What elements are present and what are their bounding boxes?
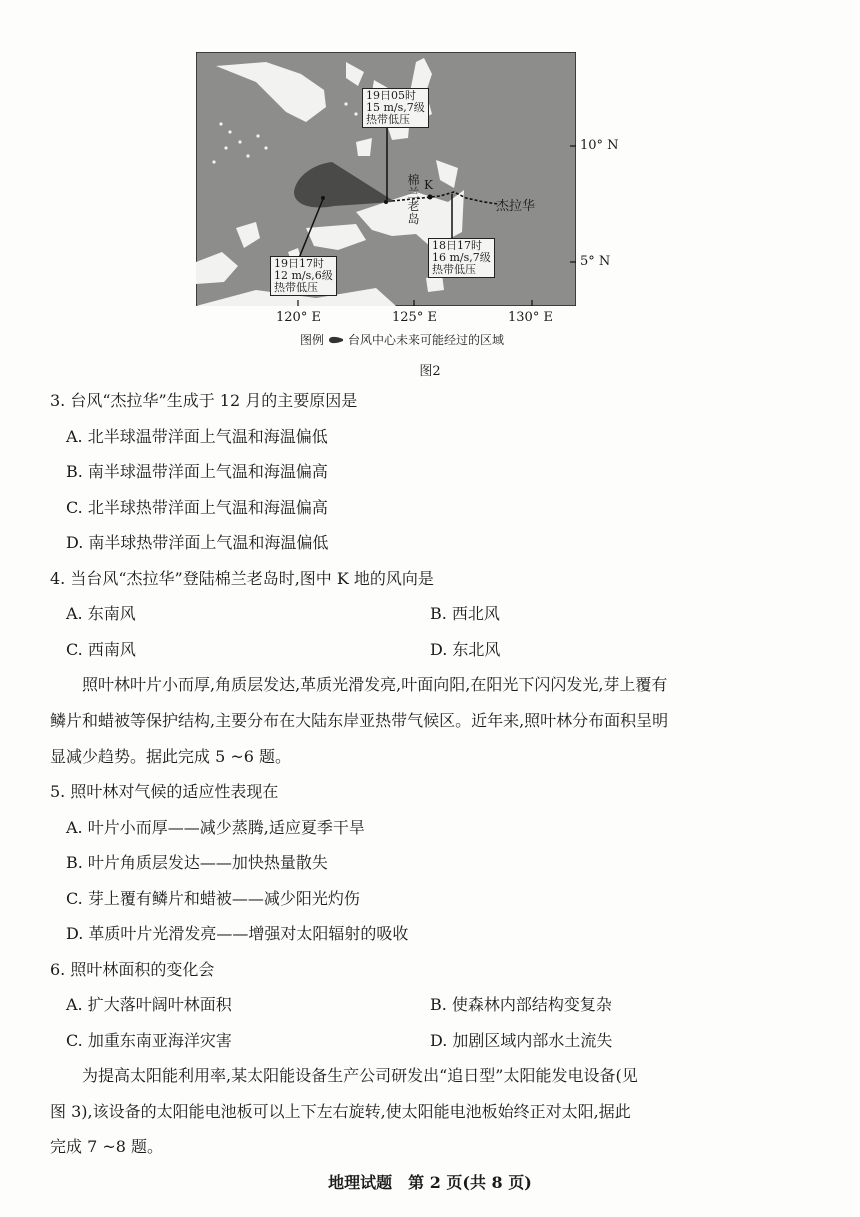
callout-19-05	[362, 88, 429, 128]
passage1-line2: 鳞片和蜡被等保护结构,主要分布在大陆东岸亚热带气候区。近年来,照叶林分布面积呈明	[50, 711, 669, 730]
passage2-line3: 完成 7 ~8 题。	[50, 1137, 164, 1156]
passage2-line2: 图 3),该设备的太阳能电池板可以上下左右旋转,使太阳能电池板始终正对太阳,据此	[50, 1102, 631, 1121]
q5-option-b: B. 叶片角质层发达——加快热量散失	[66, 853, 328, 872]
passage1-line3: 显减少趋势。据此完成 5 ~6 题。	[50, 747, 292, 766]
legend-prefix: 图例	[300, 333, 325, 347]
q5-option-d: D. 革质叶片光滑发亮——增强对太阳辐射的吸收	[66, 924, 409, 943]
passage2-line1: 为提高太阳能利用率,某太阳能设备生产公司研发出“追日型”太阳能发电设备(见	[82, 1066, 638, 1085]
q3-option-d: D. 南半球热带洋面上气温和海温偏低	[66, 533, 329, 552]
q4-stem: 4. 当台风“杰拉华”登陆棉兰老岛时,图中 K 地的风向是	[50, 569, 434, 588]
map-legend	[300, 331, 504, 348]
q3-option-c: C. 北半球热带洋面上气温和海温偏高	[66, 498, 328, 517]
typhoon-name-label: 杰拉华	[496, 199, 536, 214]
lat-10-label: 10° N	[580, 138, 619, 153]
q3-option-a: A. 北半球温带洋面上气温和海温偏低	[66, 427, 328, 446]
q4-option-a: A. 东南风	[66, 604, 136, 623]
q6-option-a: A. 扩大落叶阔叶林面积	[66, 995, 232, 1014]
lon-130-label: 130° E	[508, 310, 553, 325]
cone-swatch-icon	[328, 335, 344, 345]
lat-5-label: 5° N	[580, 254, 611, 269]
q4-option-d: D. 东北风	[430, 640, 501, 659]
q4-option-c: C. 西南风	[66, 640, 136, 659]
k-point-label: K	[424, 178, 433, 192]
q3-option-b: B. 南半球温带洋面上气温和海温偏高	[66, 462, 328, 481]
callout-line: 热带低压	[432, 263, 476, 276]
q6-stem: 6. 照叶林面积的变化会	[50, 960, 215, 979]
figure-caption: 图2	[419, 364, 441, 379]
callout-line: 19日17时	[274, 257, 324, 270]
passage1-line1: 照叶林叶片小而厚,角质层发达,革质光滑发亮,叶面向阳,在阳光下闪闪发光,芽上覆有	[82, 675, 668, 694]
lon-125-label: 125° E	[392, 310, 437, 325]
callout-line: 热带低压	[274, 281, 318, 294]
q5-option-a: A. 叶片小而厚——减少蒸腾,适应夏季干旱	[66, 818, 365, 837]
lon-120-label: 120° E	[276, 310, 321, 325]
callout-line: 18日17时	[432, 239, 482, 252]
typhoon-map	[196, 52, 576, 306]
callout-19-17	[270, 256, 337, 296]
q6-option-d: D. 加剧区域内部水土流失	[430, 1031, 613, 1050]
island-label: 棉 兰 老 岛	[407, 173, 420, 226]
callout-line: 热带低压	[366, 113, 410, 126]
callout-line: 15 m/s,7级	[366, 101, 425, 114]
callout-18-17	[428, 238, 495, 278]
q4-option-b: B. 西北风	[430, 604, 500, 623]
q6-option-b: B. 使森林内部结构变复杂	[430, 995, 612, 1014]
q6-option-c: C. 加重东南亚海洋灾害	[66, 1031, 232, 1050]
q5-stem: 5. 照叶林对气候的适应性表现在	[50, 782, 279, 801]
callout-line: 16 m/s,7级	[432, 251, 491, 264]
callout-line: 19日05时	[366, 89, 416, 102]
page-footer: 地理试题 第 2 页(共 8 页)	[328, 1173, 532, 1192]
q5-option-c: C. 芽上覆有鳞片和蜡被——减少阳光灼伤	[66, 889, 360, 908]
callout-line: 12 m/s,6级	[274, 269, 333, 282]
legend-text: 台风中心未来可能经过的区域	[348, 333, 505, 347]
q3-stem: 3. 台风“杰拉华”生成于 12 月的主要原因是	[50, 391, 358, 410]
